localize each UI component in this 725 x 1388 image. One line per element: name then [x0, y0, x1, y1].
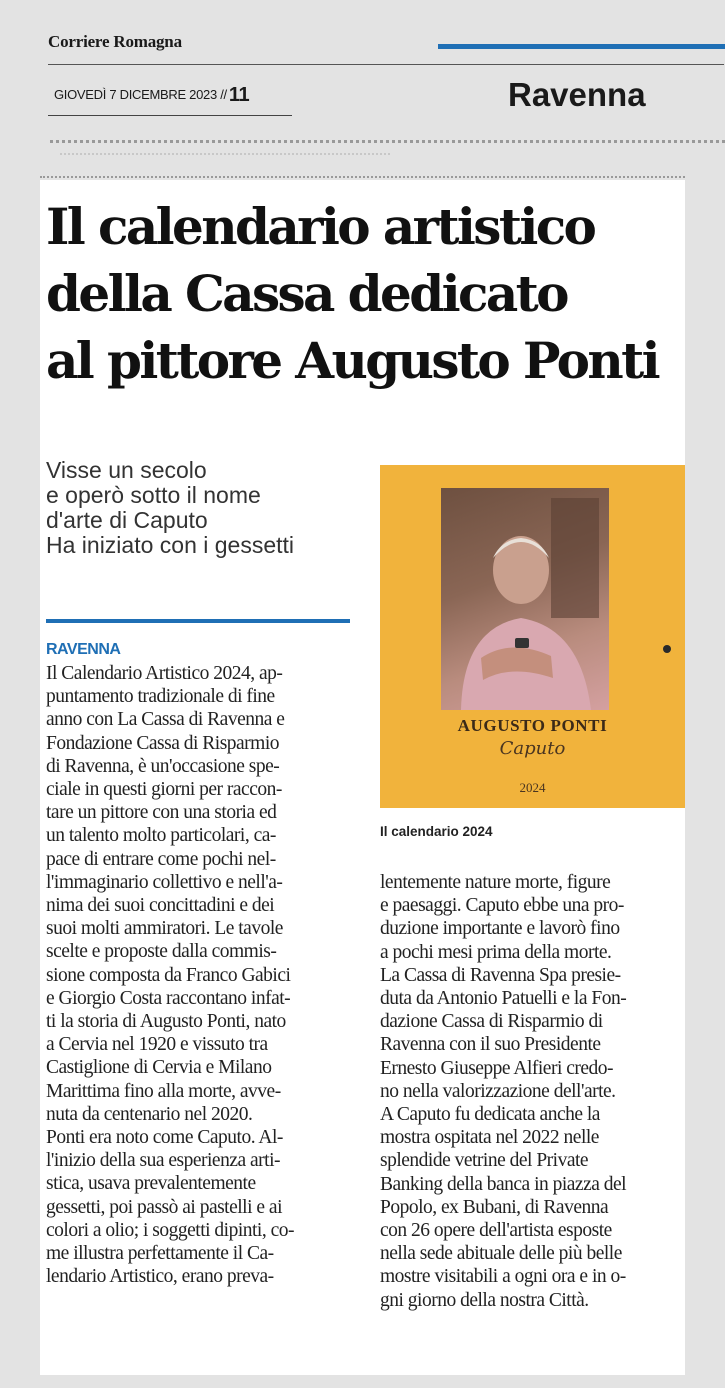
dateline — [54, 84, 249, 107]
body-line: no nella valorizzazione dell'arte. — [380, 1080, 616, 1102]
body-line: sione composta da Franco Gabici — [46, 964, 291, 986]
column-2-body — [380, 871, 686, 1312]
body-line: l'inizio della sua esperienza arti- — [46, 1150, 280, 1172]
kicker-rule — [46, 619, 350, 623]
masthead: Corriere Romagna — [48, 32, 182, 51]
body-line: con 26 opere dell'artista esposte — [380, 1220, 612, 1242]
body-line: Castiglione di Cervia e Milano — [46, 1057, 272, 1079]
body-line: gni giorno della nostra Città. — [380, 1289, 589, 1311]
faint-divider — [60, 153, 390, 161]
body-line: nuta da centenario nel 2020. — [46, 1103, 253, 1125]
body-line: nima dei suoi concittadini e dei — [46, 895, 275, 917]
body-line: Marittima fino alla morte, avve- — [46, 1080, 281, 1102]
body-line: dazione Cassa di Risparmio di — [380, 1011, 603, 1033]
article-column-2 — [380, 871, 686, 1312]
headline — [46, 193, 676, 394]
body-line: Ernesto Giuseppe Alfieri credo- — [380, 1057, 614, 1079]
headline-line: della Cassa dedicato — [46, 264, 567, 323]
header-accent-bar — [438, 44, 725, 49]
photo-caption: Il calendario 2024 — [380, 824, 493, 839]
calendar-year: 2024 — [519, 780, 546, 795]
body-line: e Giorgio Costa raccontano infat- — [46, 987, 291, 1009]
headline-line: Il calendario artistico — [46, 197, 595, 256]
body-line: a Cervia nel 1920 e vissuto tra — [46, 1034, 268, 1056]
calendar-signature: Caputo — [499, 738, 566, 759]
date-text: GIOVEDÌ 7 DICEMBRE 2023 // — [54, 87, 227, 102]
portrait-image — [441, 488, 609, 710]
body-line: nella sede abituale delle più belle — [380, 1243, 622, 1265]
body-line: Il Calendario Artistico 2024, ap- — [46, 663, 283, 684]
subhead-line: Ha iniziato con i gessetti — [46, 532, 295, 558]
body-line: Ravenna con il suo Presidente — [380, 1034, 601, 1056]
body-line: Popolo, ex Bubani, di Ravenna — [380, 1196, 609, 1218]
dotted-divider-2 — [40, 176, 685, 178]
body-line: mostra ospitata nel 2022 nelle — [380, 1127, 599, 1149]
body-line: di Ravenna, è un'occasione spe- — [46, 755, 280, 777]
body-line: me illustra perfettamente il Ca- — [46, 1243, 274, 1265]
body-line: splendide vetrine del Private — [380, 1150, 589, 1172]
body-line: anno con La Cassa di Ravenna e — [46, 709, 285, 731]
dotted-divider — [50, 140, 725, 149]
body-line: Ponti era noto come Caputo. Al- — [46, 1127, 283, 1149]
body-line: duta da Antonio Patuelli e la Fon- — [380, 988, 627, 1010]
body-line: ti la storia di Augusto Ponti, nato — [46, 1011, 286, 1033]
body-line: pace di entrare come pochi nel- — [46, 848, 276, 870]
date-rule — [48, 115, 292, 116]
subhead-line: e operò sotto il nome — [46, 482, 261, 508]
hanging-hole — [663, 645, 671, 653]
body-line: Fondazione Cassa di Risparmio — [46, 732, 280, 754]
body-line: puntamento tradizionale di fine — [46, 686, 275, 708]
page-number: 11 — [228, 84, 250, 106]
body-line: ciale in questi giorni per raccon- — [46, 779, 282, 801]
kicker: RAVENNA — [46, 641, 121, 658]
body-line: duzione importante e lavorò fino — [380, 918, 620, 940]
body-line: e paesaggi. Caputo ebbe una pro- — [380, 895, 624, 917]
body-line: lendario Artistico, erano preva- — [46, 1266, 274, 1288]
article-column-1 — [46, 641, 352, 1288]
column-1-body — [46, 662, 352, 1288]
body-line: colori a olio; i soggetti dipinti, co- — [46, 1219, 295, 1241]
subhead-line: d'arte di Caputo — [46, 507, 208, 533]
body-line: Banking della banca in piazza del — [380, 1173, 627, 1195]
body-line: gessetti, poi passò ai pastelli e ai — [46, 1196, 282, 1218]
body-line: suoi molti ammiratori. Le tavole — [46, 918, 283, 940]
body-line: a pochi mesi prima della morte. — [380, 941, 612, 963]
portrait-figure — [441, 488, 609, 710]
body-line: stica, usava prevalentemente — [46, 1173, 256, 1195]
calendar-name: AUGUSTO PONTI — [457, 716, 608, 735]
body-line: un talento molto particolari, ca- — [46, 825, 276, 847]
body-line: lentemente nature morte, figure — [380, 872, 611, 893]
body-line: A Caputo fu dedicata anche la — [380, 1104, 600, 1126]
body-line: La Cassa di Ravenna Spa presie- — [380, 964, 621, 986]
body-line: l'immaginario collettivo e nell'a- — [46, 871, 283, 893]
body-line: scelte e proposte dalla commis- — [46, 941, 277, 963]
headline-line: al pittore Augusto Ponti — [46, 331, 658, 390]
body-line: mostre visitabili a ogni ora e in o- — [380, 1266, 626, 1288]
body-line: tare un pittore con una storia ed — [46, 802, 277, 824]
subheadline — [46, 458, 366, 558]
header-rule — [48, 64, 724, 65]
subhead-line: Visse un secolo — [46, 457, 207, 483]
section-title: Ravenna — [508, 76, 646, 113]
